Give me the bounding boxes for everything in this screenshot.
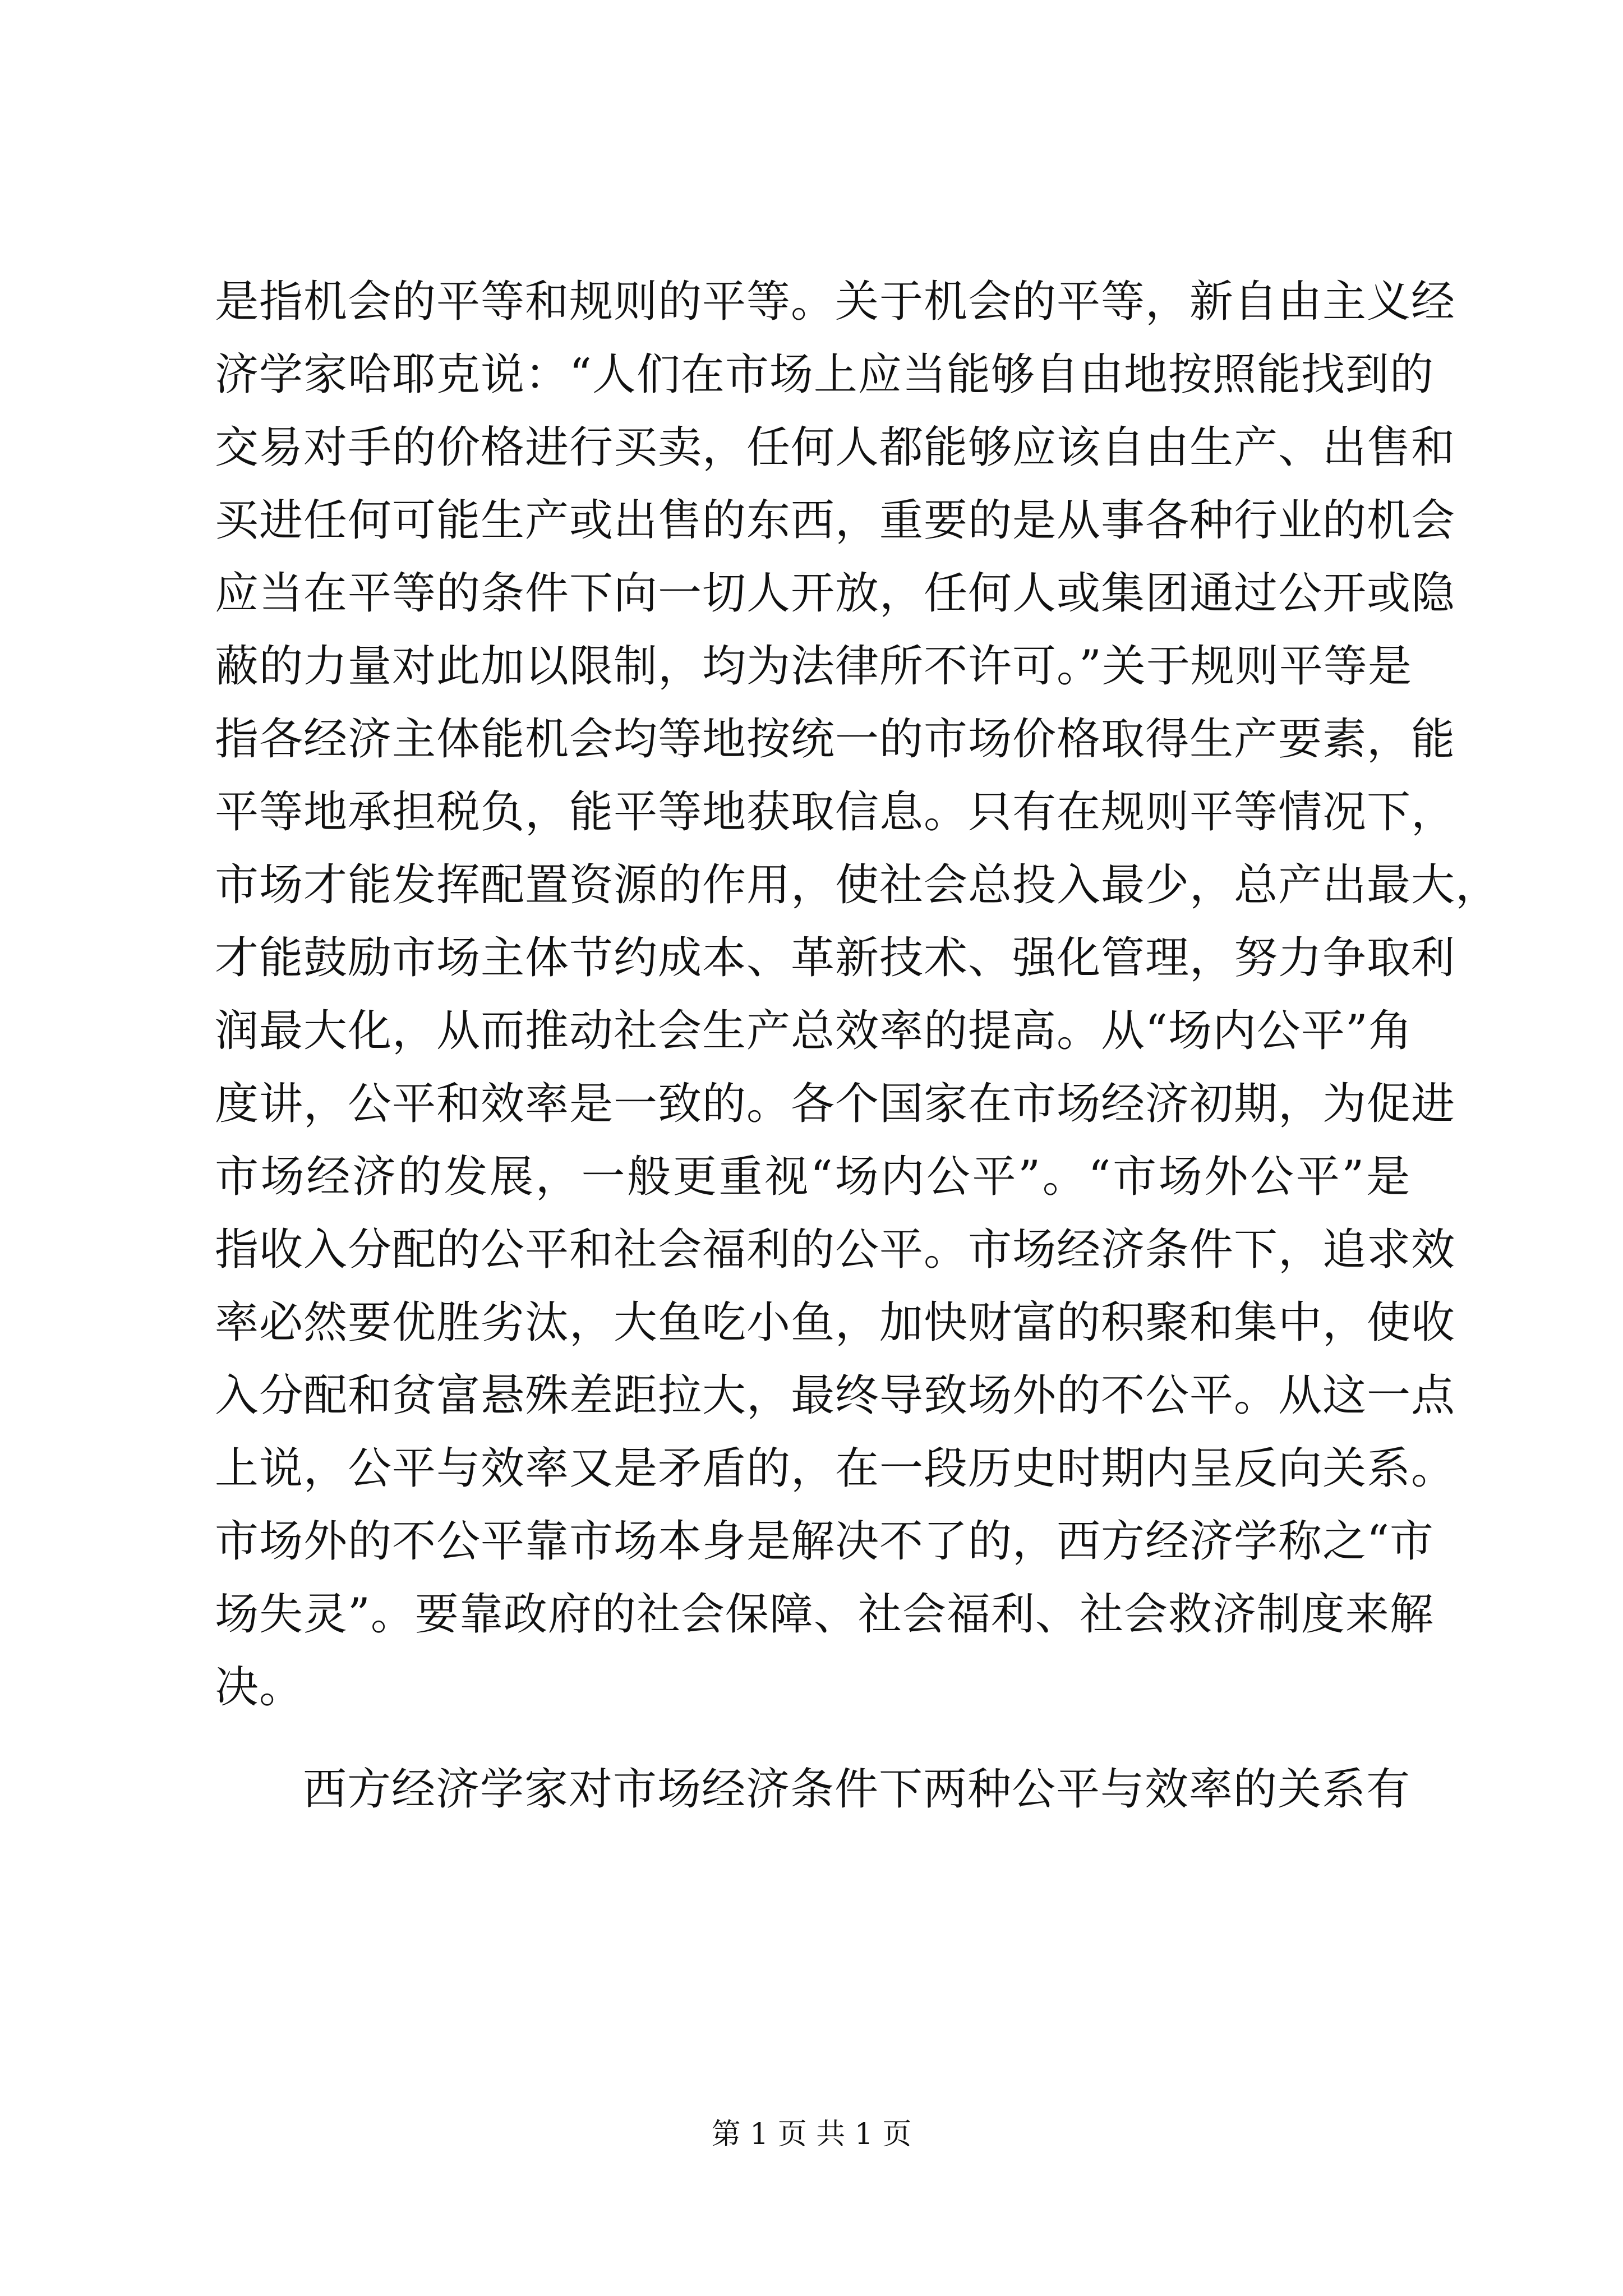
text-line: 蔽的力量对此加以限制，均为法律所不许可。”关于规则平等是 bbox=[215, 641, 1412, 692]
text-line: 平等地承担税负，能平等地获取信息。只有在规则平等情况下， bbox=[215, 787, 1456, 838]
text-line: 市场外的不公平靠市场本身是解决不了的，西方经济学称之“市 bbox=[215, 1516, 1434, 1567]
text-line: 西方经济学家对市场经济条件下两种公平与效率的关系有 bbox=[303, 1764, 1411, 1815]
text-line: 买进任何可能生产或出售的东西，重要的是从事各种行业的机会 bbox=[215, 495, 1456, 546]
document-body bbox=[215, 265, 1500, 1826]
page-number-footer: 第 1 页 共 1 页 bbox=[711, 2118, 912, 2151]
text-line: 市场才能发挥配置资源的作用，使社会总投入最少，总产出最大， bbox=[215, 860, 1500, 910]
text-line: 上说，公平与效率又是矛盾的，在一段历史时期内呈反向关系。 bbox=[215, 1443, 1456, 1494]
text-line: 应当在平等的条件下向一切人开放，任何人或集团通过公开或隐 bbox=[215, 568, 1456, 619]
text-line: 度讲，公平和效率是一致的。各个国家在市场经济初期，为促进 bbox=[215, 1079, 1456, 1129]
paragraph-spacer bbox=[215, 1724, 1410, 1753]
text-line: 济学家哈耶克说：“人们在市场上应当能够自由地按照能找到的 bbox=[215, 349, 1434, 400]
paragraph bbox=[215, 265, 1500, 1724]
text-line: 决。 bbox=[215, 1662, 304, 1713]
text-line: 率必然要优胜劣汰，大鱼吃小鱼，加快财富的积聚和集中，使收 bbox=[215, 1297, 1456, 1348]
text-line: 才能鼓励市场主体节约成本、革新技术、强化管理，努力争取利 bbox=[215, 933, 1456, 983]
text-line: 润最大化，从而推动社会生产总效率的提高。从“场内公平”角 bbox=[215, 1006, 1413, 1056]
text-line: 指收入分配的公平和社会福利的公平。市场经济条件下，追求效 bbox=[215, 1225, 1456, 1275]
text-line: 指各经济主体能机会均等地按统一的市场价格取得生产要素，能 bbox=[215, 714, 1456, 765]
paragraph bbox=[215, 1753, 1410, 1826]
text-line: 是指机会的平等和规则的平等。关于机会的平等，新自由主义经 bbox=[215, 277, 1456, 327]
text-line: 入分配和贫富悬殊差距拉大，最终导致场外的不公平。从这一点 bbox=[215, 1370, 1456, 1421]
text-line: 市场经济的发展，一般更重视“场内公平”。“市场外公平”是 bbox=[215, 1152, 1410, 1202]
text-line: 场失灵”。要靠政府的社会保障、社会福利、社会救济制度来解 bbox=[215, 1589, 1434, 1640]
text-line: 交易对手的价格进行买卖，任何人都能够应该自由生产、出售和 bbox=[215, 422, 1456, 473]
